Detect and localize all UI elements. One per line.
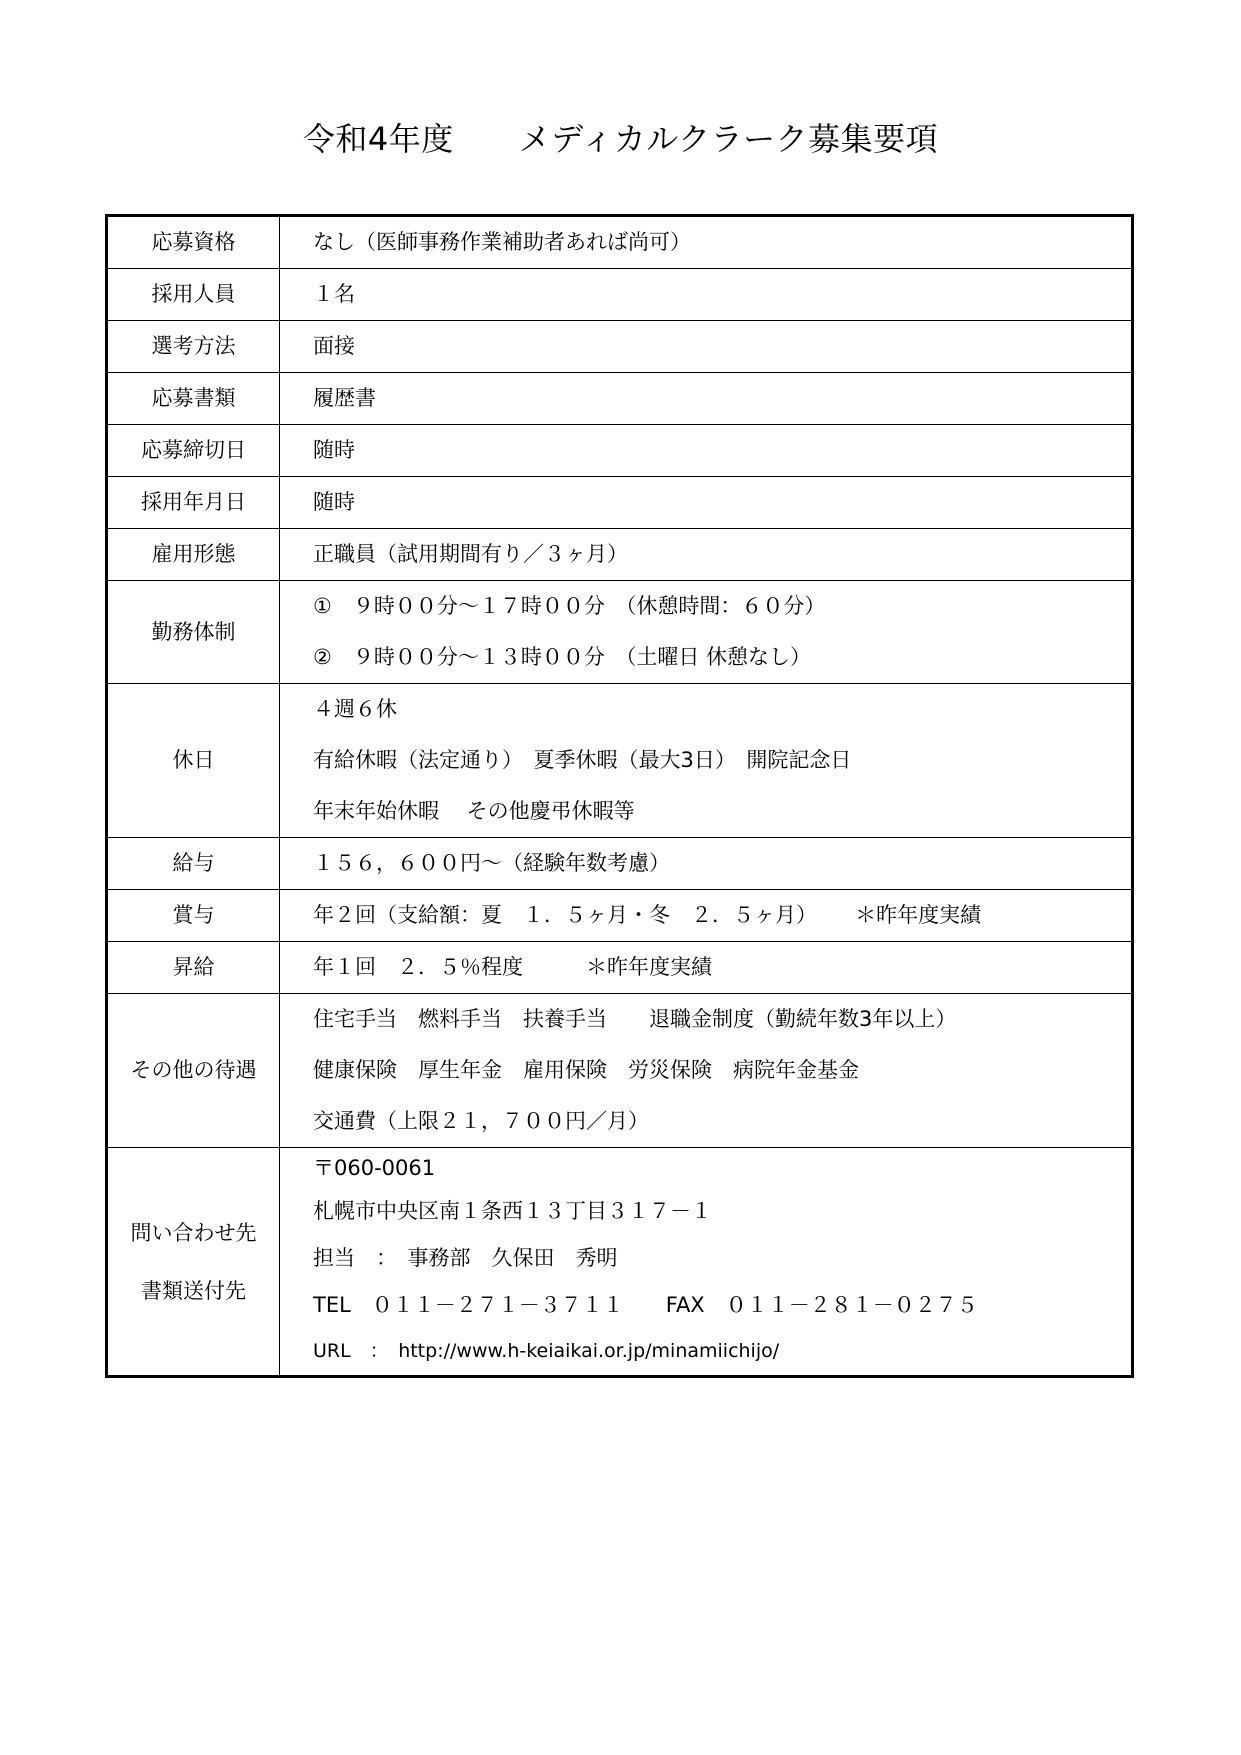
row-value: [280, 890, 1133, 942]
table-row-documents: [107, 373, 1133, 425]
row-label: [107, 994, 280, 1148]
row-value-line: 交通費（上限２１，７００円／月）: [313, 1109, 649, 1133]
row-label-text: 休日: [172, 748, 215, 772]
row-value-line: なし（医師事務作業補助者あれば尚可）: [313, 230, 691, 254]
row-value-line: 履歴書: [313, 386, 376, 410]
row-value-line: １名: [313, 282, 355, 306]
table-row-salary: [107, 838, 1133, 890]
row-label-text: 給与: [172, 851, 215, 875]
row-value-line: 健康保険 厚生年金 雇用保険 労災保険 病院年金基金: [313, 1058, 859, 1082]
row-label-text: 問い合わせ先: [130, 1220, 257, 1245]
table-row-raise: [107, 942, 1133, 994]
row-value: [280, 477, 1133, 529]
phone-fax: TEL ０１１－２７１－３７１１ FAX ０１１－２８１－０２７５: [313, 1293, 978, 1317]
row-label: [107, 684, 280, 838]
row-value: [280, 1148, 1133, 1377]
table-row-bonus: [107, 890, 1133, 942]
row-value-line: 随時: [313, 490, 355, 514]
row-label: [107, 1148, 280, 1377]
table-row-qualification: [107, 216, 1133, 269]
row-value: [280, 373, 1133, 425]
table-row-contact: [107, 1148, 1133, 1377]
row-value: [280, 216, 1133, 269]
row-label-text: 採用人員: [151, 282, 236, 306]
row-value: [280, 994, 1133, 1148]
row-value: [280, 942, 1133, 994]
row-value: [280, 838, 1133, 890]
table-row-selection-method: [107, 321, 1133, 373]
table-row-headcount: [107, 269, 1133, 321]
recruitment-requirements-table: [105, 214, 1134, 1378]
row-label-text: 雇用形態: [151, 542, 236, 566]
row-label: [107, 425, 280, 477]
row-label-text: 書類送付先: [141, 1278, 246, 1303]
row-value: [280, 684, 1133, 838]
contact-person: 担当 ： 事務部 久保田 秀明: [313, 1246, 618, 1270]
row-label: [107, 321, 280, 373]
website-url: URL ： http://www.h-keiaikai.or.jp/minamiichijo/: [313, 1340, 780, 1362]
row-value: [280, 321, 1133, 373]
row-value-line: 住宅手当 燃料手当 扶養手当 退職金制度（勤続年数3年以上）: [313, 1007, 957, 1031]
row-value-line: 年２回（支給額：夏 １．５ヶ月・冬 ２．５ヶ月） ＊昨年度実績: [313, 903, 982, 927]
row-label: [107, 373, 280, 425]
row-label: [107, 581, 280, 684]
row-value-line: ４週６休: [313, 697, 397, 721]
row-label-text: その他の待遇: [130, 1058, 257, 1082]
table-row-holidays: [107, 684, 1133, 838]
row-value-line: 年末年始休暇 その他慶弔休暇等: [313, 799, 635, 823]
row-label-text: 賞与: [172, 903, 215, 927]
row-label-text: 応募締切日: [141, 438, 246, 462]
row-label-text: 採用年月日: [141, 490, 246, 514]
row-value-line: ② ９時００分～１３時００分 （土曜日 休憩なし）: [313, 645, 811, 669]
row-label: [107, 942, 280, 994]
table-row-employment-type: [107, 529, 1133, 581]
table-row-other-benefits: [107, 994, 1133, 1148]
row-value-line: 有給休暇（法定通り） 夏季休暇（最大3日） 開院記念日: [313, 748, 852, 772]
table-row-work-schedule: [107, 581, 1133, 684]
row-label: [107, 529, 280, 581]
row-label: [107, 838, 280, 890]
table-row-hire-date: [107, 477, 1133, 529]
row-value-line: 年１回 ２．５％程度 ＊昨年度実績: [313, 955, 712, 979]
address: 札幌市中央区南１条西１３丁目３１７－１: [313, 1199, 712, 1223]
row-value-line: ① ９時００分～１７時００分 （休憩時間：６０分）: [313, 594, 826, 618]
row-value-line: １５６，６００円～（経験年数考慮）: [313, 851, 670, 875]
row-label-text: 昇給: [172, 955, 215, 979]
row-label-text: 選考方法: [151, 334, 236, 358]
row-value: [280, 269, 1133, 321]
row-label: [107, 890, 280, 942]
row-value-line: 随時: [313, 438, 355, 462]
row-value-line: 面接: [313, 334, 355, 358]
page-title: 令和4年度 メディカルクラーク募集要項: [302, 120, 939, 158]
row-label-text: 応募書類: [151, 386, 236, 410]
row-label-text: 応募資格: [151, 230, 236, 254]
row-value-line: 正職員（試用期間有り／３ヶ月）: [313, 542, 628, 566]
row-value: [280, 425, 1133, 477]
row-value: [280, 581, 1133, 684]
postal-code: 〒060-0061: [313, 1156, 436, 1180]
row-label: [107, 477, 280, 529]
row-label: [107, 216, 280, 269]
row-value: [280, 529, 1133, 581]
row-label-text: 勤務体制: [151, 619, 236, 644]
row-label: [107, 269, 280, 321]
table-row-deadline: [107, 425, 1133, 477]
